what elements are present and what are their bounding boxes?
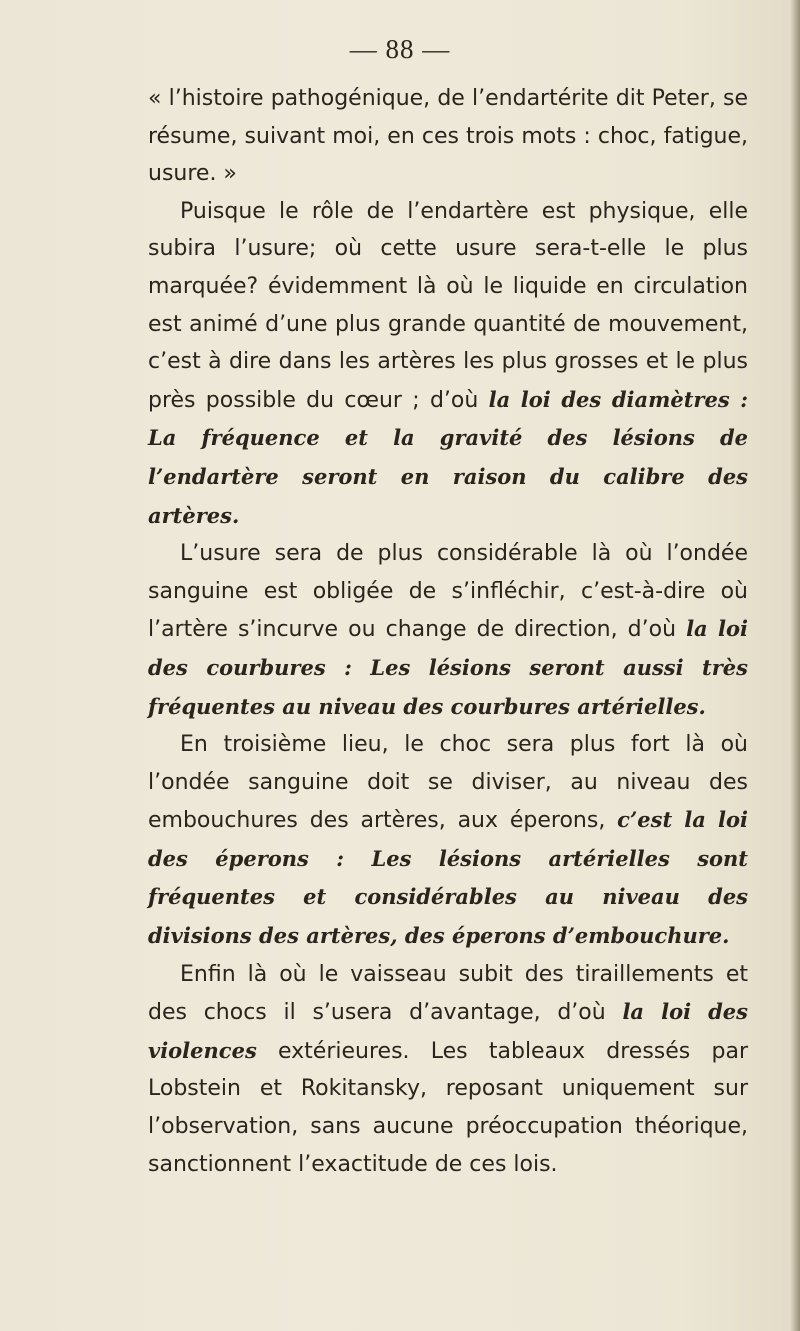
paragraph-4 xyxy=(148,726,748,956)
page-edge-shadow xyxy=(790,0,800,1331)
paragraph-4-italic: c’est la loi des éperons : Les lésions artérielles sont fréquentes et considérables au niveau des divisions des artères, des éperons d’embouchure. xyxy=(148,807,748,949)
paragraph-1-text: « l’histoire pathogénique, de l’endartérite dit Peter, se résume, suivant moi, en ces trois mots : choc, fatigue, usure. » xyxy=(148,86,748,187)
paragraph-2 xyxy=(148,193,748,535)
paragraph-3 xyxy=(148,535,748,726)
paragraph-2-text: Puisque le rôle de l’endartère est physique, elle subira l’usure; où cette usure sera-t-elle le plus marquée? évidemment là où le liquide en circulation est animé d’une plus grande quantité de mouvement, c’est à dire dans les artères les plus grosses et le plus près possible du cœur ; d’où xyxy=(148,198,748,413)
paragraph-5-italic: la loi des violences xyxy=(148,999,748,1063)
paragraph-5 xyxy=(148,956,748,1184)
page-number: — 88 — xyxy=(349,34,451,64)
paragraph-5-text-end: extérieures. Les tableaux dressés par Lobstein et Rokitansky, reposant uniquement sur l’observation, sans aucune préoccupation théorique, sanctionnent l’exactitude de ces lois. xyxy=(148,1038,748,1177)
body-text xyxy=(148,80,748,1183)
paragraph-2-italic: la loi des diamètres : La fréquence et la gravité des lésions de l’endartère seront en raison du calibre des artères. xyxy=(148,386,748,528)
paragraph-5-text: Enfin là où le vaisseau subit des tiraillements et des chocs il s’usera d’avantage, d’où xyxy=(148,961,748,1026)
paragraph-3-text: L’usure sera de plus considérable là où l’ondée sanguine est obligée de s’infléchir, c’est-à-dire où l’artère s’incurve ou change de direction, d’où xyxy=(148,541,748,643)
paragraph-1 xyxy=(148,80,748,193)
paragraph-3-italic: la loi des courbures : Les lésions seront aussi très fréquentes au niveau des courbures artérielles. xyxy=(148,616,748,719)
paragraph-4-text: En troisième lieu, le choc sera plus fort là où l’ondée sanguine doit se diviser, au niveau des embouchures des artères, aux éperons, xyxy=(148,732,748,834)
